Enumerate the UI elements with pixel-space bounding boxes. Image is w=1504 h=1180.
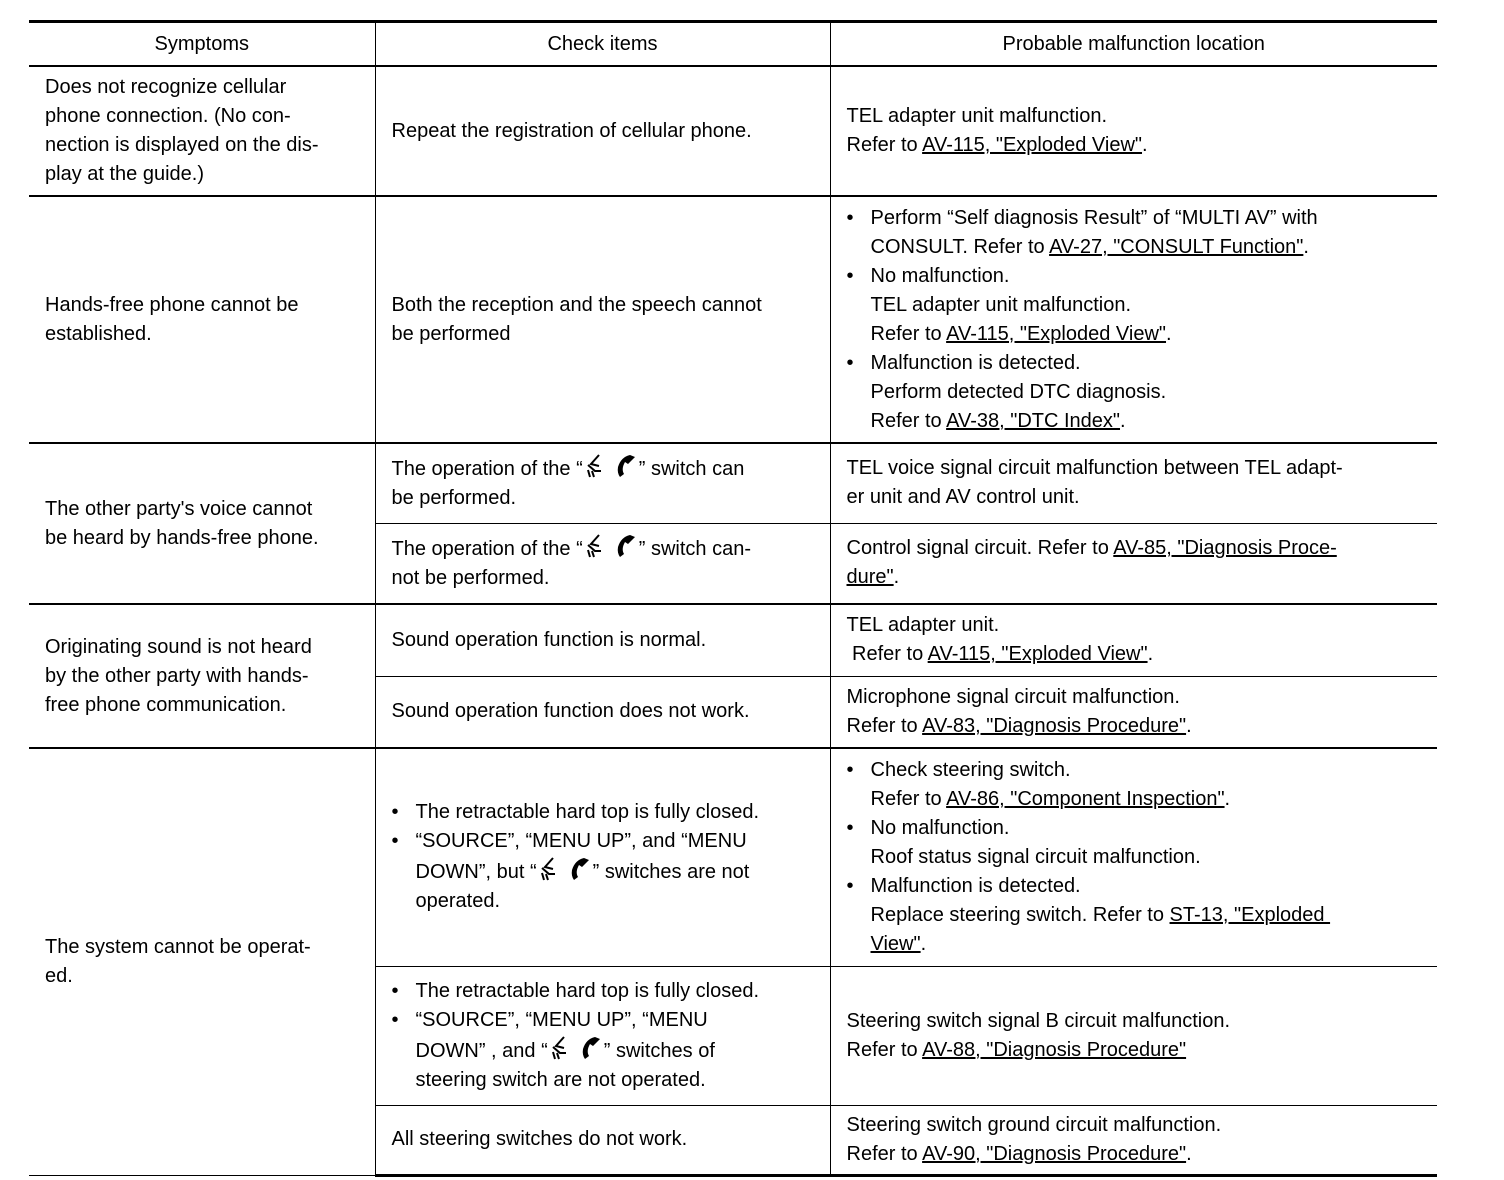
talk-switch-icon — [550, 1035, 574, 1061]
talk-switch-icon — [539, 856, 563, 882]
symptom-line: established. — [45, 322, 152, 345]
location-bullet-list — [847, 204, 1438, 436]
reference-link[interactable]: dure" — [846, 566, 894, 589]
check-item-text: Both the reception and the speech cannot — [391, 293, 762, 316]
symptom-line: phone connection. (No con- — [45, 105, 291, 127]
symptom-line: by the other party with hands- — [45, 664, 309, 687]
location-bullet: • No malfunction. TEL adapter unit malfunction. Refer to AV-115, "Exploded View". — [847, 262, 1438, 349]
location-bullet: • Malfunction is detected. Replace steering switch. Refer to ST-13, "Exploded View". — [847, 872, 1438, 959]
symptom-cell — [29, 604, 375, 748]
reference-link[interactable]: AV-38, "DTC Index" — [946, 409, 1121, 432]
location-line: Refer to AV-115, "Exploded View". — [846, 134, 1148, 156]
location-cell: TEL voice signal circuit malfunction between TEL adapt- er unit and AV control unit. — [830, 443, 1437, 523]
reference-link[interactable]: AV-115, "Exploded View" — [922, 134, 1143, 156]
location-cell — [830, 196, 1437, 443]
check-item-cell — [375, 966, 830, 1105]
check-bullet: • The retractable hard top is fully closed. — [392, 977, 830, 1006]
symptom-line: Does not recognize cellular — [45, 76, 287, 98]
check-item-cell: Sound operation function does not work. — [375, 676, 830, 748]
symptom-cell — [29, 748, 375, 1175]
table-row — [29, 604, 1437, 676]
location-bullet: • Malfunction is detected. Perform detected DTC diagnosis. Refer to AV-38, "DTC Index". — [847, 349, 1438, 436]
symptom-line: The other party's voice cannot — [45, 497, 313, 520]
reference-link[interactable]: AV-27, "CONSULT Function" — [1049, 235, 1304, 258]
location-cell: Steering switch signal B circuit malfunction. Refer to AV-88, "Diagnosis Procedure" — [830, 966, 1437, 1105]
reference-link[interactable]: AV-83, "Diagnosis Procedure" — [922, 714, 1187, 737]
location-line: TEL adapter unit malfunction. — [846, 105, 1108, 127]
location-bullet-list — [847, 756, 1438, 959]
check-item-text: be performed — [391, 322, 511, 345]
symptom-cell — [29, 66, 375, 196]
check-item-cell — [375, 196, 830, 443]
location-bullet: • Perform “Self diagnosis Result” of “MULTI AV” with CONSULT. Refer to AV-27, "CONSULT Function". — [847, 204, 1438, 262]
check-bullet-list — [392, 798, 830, 916]
phone-switch-icon — [613, 453, 637, 479]
check-bullet: • “SOURCE”, “MENU UP”, “MENU DOWN” , and “ ” switches of steering switch are not operated. — [392, 1006, 830, 1095]
location-cell: Microphone signal circuit malfunction. Refer to AV-83, "Diagnosis Procedure". — [830, 676, 1437, 748]
check-item-cell — [375, 66, 830, 196]
check-bullet: • The retractable hard top is fully closed. — [392, 798, 830, 827]
check-item-cell: The operation of the “ ” switch can- not be performed. — [375, 523, 830, 604]
talk-switch-icon — [585, 533, 609, 559]
reference-link[interactable]: ST-13, "Exploded — [1169, 903, 1331, 926]
symptom-cell — [29, 443, 375, 604]
check-item-cell — [375, 748, 830, 966]
reference-link[interactable]: AV-88, "Diagnosis Procedure" — [922, 1038, 1187, 1061]
reference-link[interactable]: AV-85, "Diagnosis Proce- — [1113, 537, 1337, 560]
location-cell: Control signal circuit. Refer to AV-85, "Diagnosis Proce- dure". — [830, 523, 1437, 604]
symptom-cell — [29, 196, 375, 443]
reference-link[interactable]: AV-86, "Component Inspection" — [946, 787, 1225, 810]
location-bullet: • No malfunction. Roof status signal circuit malfunction. — [847, 814, 1438, 872]
table-row — [29, 443, 1437, 523]
header-row — [29, 22, 1437, 67]
location-cell: TEL adapter unit. Refer to AV-115, "Exploded View". — [830, 604, 1437, 676]
header-check-items: Check items — [375, 22, 830, 67]
location-bullet: • Check steering switch. Refer to AV-86, "Component Inspection". — [847, 756, 1438, 814]
phone-switch-icon — [578, 1035, 602, 1061]
reference-link[interactable]: View" — [870, 932, 921, 955]
phone-switch-icon — [567, 856, 591, 882]
symptom-line: free phone communication. — [45, 693, 287, 716]
check-bullet-list — [392, 977, 830, 1095]
symptom-line: The system cannot be operat- — [45, 935, 311, 958]
check-bullet: • “SOURCE”, “MENU UP”, and “MENU DOWN”, but “ ” switches are not operated. — [392, 827, 830, 916]
reference-link[interactable]: AV-115, "Exploded View" — [927, 643, 1148, 666]
phone-switch-icon — [613, 533, 637, 559]
symptom-line: Originating sound is not heard — [45, 635, 312, 658]
symptom-line: Hands-free phone cannot be — [45, 293, 299, 316]
diagnosis-table — [29, 20, 1437, 1177]
talk-switch-icon — [585, 453, 609, 479]
check-item-cell: The operation of the “ ” switch can be performed. — [375, 443, 830, 523]
table-row — [29, 196, 1437, 443]
table-row — [29, 66, 1437, 196]
header-symptoms: Symptoms — [29, 22, 375, 67]
check-item-cell: Sound operation function is normal. — [375, 604, 830, 676]
table-row — [29, 748, 1437, 966]
location-cell — [830, 748, 1437, 966]
location-cell: Steering switch ground circuit malfunction. Refer to AV-90, "Diagnosis Procedure". — [830, 1105, 1437, 1175]
header-probable-location: Probable malfunction location — [830, 22, 1437, 67]
symptom-line: be heard by hands-free phone. — [45, 526, 319, 549]
reference-link[interactable]: AV-90, "Diagnosis Procedure" — [922, 1142, 1187, 1165]
check-item-text: Repeat the registration of cellular phone. — [391, 119, 752, 142]
symptom-line: ed. — [45, 964, 73, 987]
location-cell — [830, 66, 1437, 196]
symptom-line: nection is displayed on the dis- — [45, 134, 319, 156]
reference-link[interactable]: AV-115, "Exploded View" — [946, 322, 1167, 345]
check-item-cell: All steering switches do not work. — [375, 1105, 830, 1175]
symptom-line: play at the guide.) — [45, 163, 204, 185]
